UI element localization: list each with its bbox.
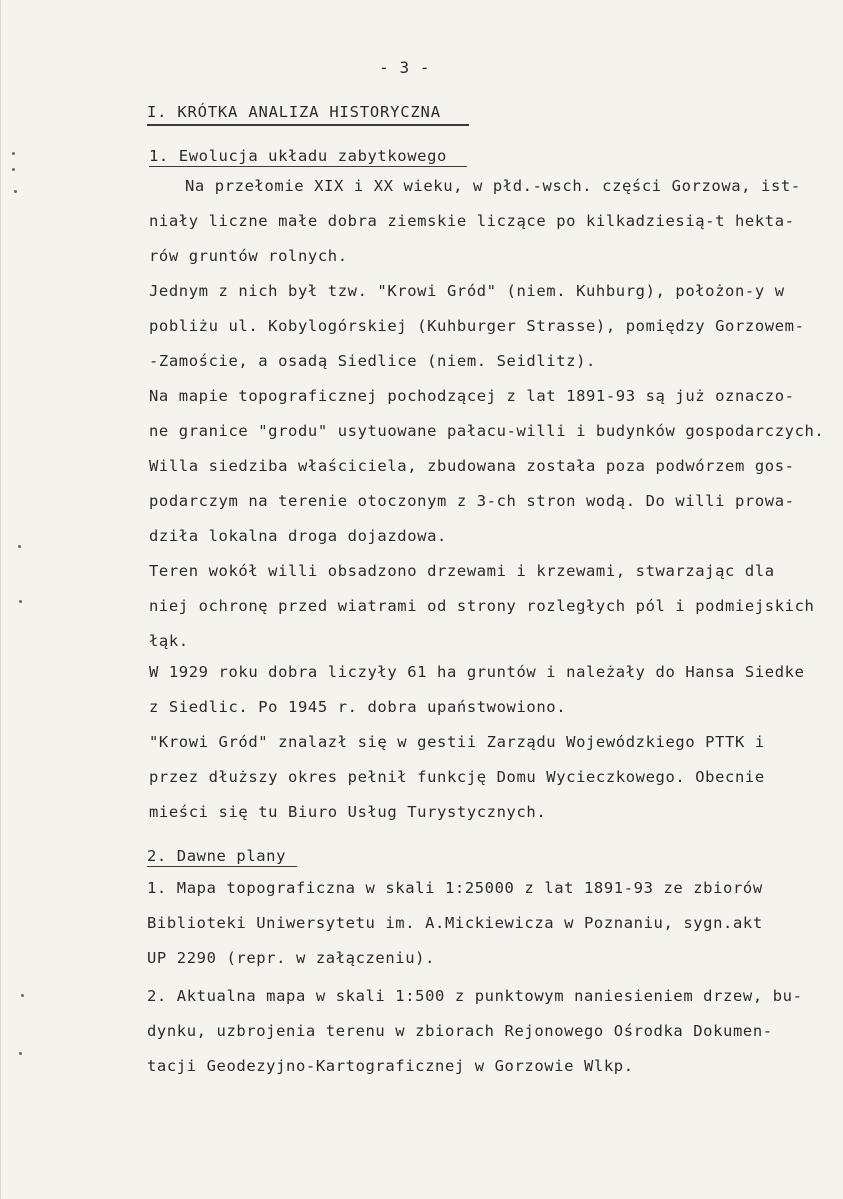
text-line: podarczym na terenie otoczonym z 3-ch stron wodą. Do willi prowa- bbox=[149, 492, 795, 510]
text-line: "Krowi Gród" znalazł się w gestii Zarządu Wojewódzkiego PTTK i bbox=[149, 733, 765, 751]
text-line: ne granice "grodu" usytuowane pałacu-willi i budynków gospodarczych. bbox=[149, 422, 825, 440]
text-line: Na przełomie XIX i XX wieku, w płd.-wsch. części Gorzowa, ist- bbox=[185, 177, 801, 195]
text-line: -Zamoście, a osadą Siedlice (niem. Seidlitz). bbox=[149, 352, 596, 370]
text-line: łąk. bbox=[149, 632, 189, 650]
scan-speck bbox=[21, 994, 24, 997]
text-line: Willa siedziba właściciela, zbudowana została poza podwórzem gos- bbox=[149, 457, 795, 475]
text-line: rów gruntów rolnych. bbox=[149, 247, 348, 265]
list-item: Biblioteki Uniwersytetu im. A.Mickiewicza w Poznaniu, sygn.akt bbox=[147, 914, 763, 932]
text-line: Teren wokół willi obsadzono drzewami i krzewami, stwarzając dla bbox=[149, 562, 775, 580]
scan-speck bbox=[18, 545, 21, 548]
list-item: 1. Mapa topograficzna w skali 1:25000 z lat 1891-93 ze zbiorów bbox=[147, 879, 763, 897]
section-1-title: 1. Ewolucja układu zabytkowego bbox=[149, 147, 447, 165]
scan-speck bbox=[12, 152, 15, 155]
page-number: - 3 - bbox=[379, 58, 431, 77]
scan-speck bbox=[19, 600, 22, 603]
main-heading: I. KRÓTKA ANALIZA HISTORYCZNA bbox=[147, 103, 441, 121]
text-line: Na mapie topograficznej pochodzącej z lat 1891-93 są już oznaczo- bbox=[149, 387, 795, 405]
text-line: W 1929 roku dobra liczyły 61 ha gruntów i należały do Hansa Siedke bbox=[149, 663, 805, 681]
text-line: pobliżu ul. Kobylogórskiej (Kuhburger Strasse), pomiędzy Gorzowem- bbox=[149, 317, 805, 335]
scan-speck bbox=[12, 168, 15, 171]
text-line: przez dłuższy okres pełnił funkcję Domu Wycieczkowego. Obecnie bbox=[149, 768, 765, 786]
scan-speck bbox=[19, 1052, 22, 1055]
text-line: z Siedlic. Po 1945 r. dobra upaństwowiono. bbox=[149, 698, 567, 716]
section-1-underline bbox=[149, 166, 467, 167]
list-item: tacji Geodezyjno-Kartograficznej w Gorzowie Wlkp. bbox=[147, 1057, 634, 1075]
text-line: dziła lokalna droga dojazdowa. bbox=[149, 527, 447, 545]
text-line: niej ochronę przed wiatrami od strony rozległych pól i podmiejskich bbox=[149, 597, 815, 615]
list-item: 2. Aktualna mapa w skali 1:500 z punktowym naniesieniem drzew, bu- bbox=[147, 987, 803, 1005]
list-item: UP 2290 (repr. w załączeniu). bbox=[147, 949, 436, 967]
section-2-title: 2. Dawne plany bbox=[147, 847, 287, 865]
scan-speck bbox=[14, 190, 17, 193]
text-line: mieści się tu Biuro Usług Turystycznych. bbox=[149, 803, 547, 821]
text-line: niały liczne małe dobra ziemskie liczące po kilkadziesią-t hekta- bbox=[149, 212, 795, 230]
list-item: dynku, uzbrojenia terenu w zbiorach Rejonowego Ośrodka Dokumen- bbox=[147, 1022, 773, 1040]
section-2-underline bbox=[147, 866, 297, 867]
heading-underline bbox=[147, 124, 469, 126]
text-line: Jednym z nich był tzw. "Krowi Gród" (niem. Kuhburg), położon-y w bbox=[149, 282, 785, 300]
